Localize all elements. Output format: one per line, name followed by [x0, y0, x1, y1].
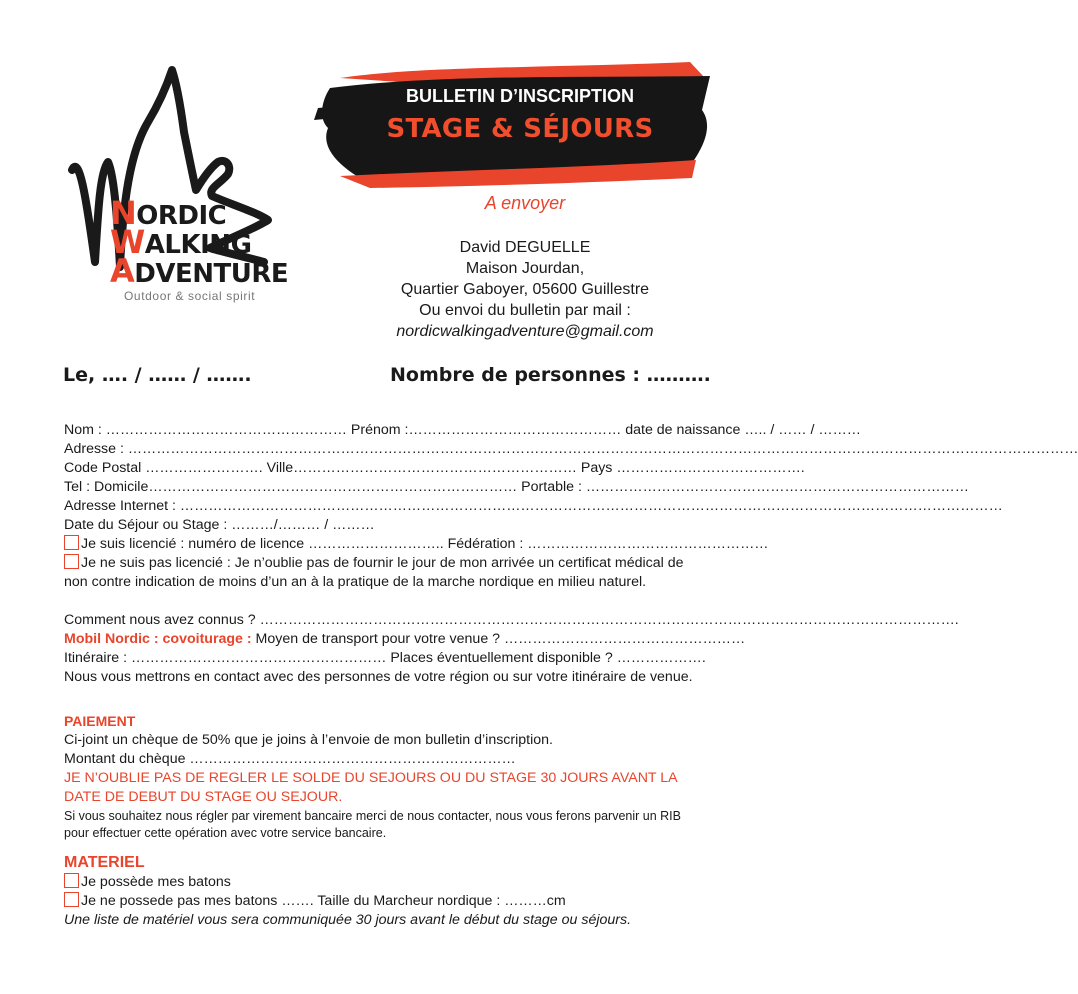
materiel-note: Une liste de matériel vous sera communiquée 30 jours avant le début du stage ou séjours. — [64, 912, 632, 928]
logo-line-adventure: ADVENTURE — [110, 252, 289, 290]
contact-line: Nous vous mettrons en contact avec des personnes de votre région ou sur votre itinéraire de venue. — [64, 669, 693, 685]
no-poles-option[interactable]: Je ne possede pas mes batons ……. Taille du Marcheur nordique : ………cm — [64, 892, 566, 911]
web-line[interactable]: Adresse Internet : ………………………………………………………………………………………………………………………………………………………… — [64, 498, 1003, 514]
address-line[interactable]: Adresse : ………………………………………………………………………………………………………………………………………………………………………………… — [64, 441, 1078, 457]
persons-line[interactable]: Nombre de personnes : ………. — [390, 364, 711, 386]
name-line[interactable]: Nom : …………………………………………… Prénom :……………………………………… date de naissance ….. / …… / ……… — [64, 422, 861, 438]
known-line[interactable]: Comment nous avez connus ? …………………………………………………………………………………………………………………………………. — [64, 612, 959, 628]
payment-note: Si vous souhaitez nous régler par virement bancaire merci de nous contacter, nous vous ferons parvenir un RIB pour effectuer cette opération avec votre service bancaire. — [64, 809, 681, 840]
send-label: A envoyer — [484, 193, 566, 213]
not-licensed-option[interactable]: Je ne suis pas licencié : Je n’oublie pas de fournir le jour de mon arrivée un certificat médical de non contre indication de moins d’un an à la pratique de la marche nordique en milieu naturel. — [64, 555, 684, 590]
address-mail-note: Ou envoi du bulletin par mail : — [419, 302, 631, 319]
materiel-title: MATERIEL — [64, 854, 145, 871]
postal-line[interactable]: Code Postal ……………………. Ville…………………………………………………… Pays …………………………………. — [64, 460, 805, 476]
route-line[interactable]: Itinéraire : ……………………………………………… Places éventuellement disponible ? ………………. — [64, 650, 706, 666]
payment-line: Ci-joint un chèque de 50% que je joins à l’envoie de mon bulletin d’inscription. — [64, 732, 553, 748]
own-poles-option[interactable]: Je possède mes batons — [64, 873, 231, 892]
carpool-line[interactable]: Mobil Nordic : covoiturage : Moyen de transport pour votre venue ? …………………………………………… — [64, 631, 746, 647]
phone-line[interactable]: Tel : Domicile…………………………………………………………………… Portable : ……………………………………………………………………… — [64, 479, 969, 495]
licensed-checkbox[interactable] — [64, 535, 79, 550]
logo-line-walking: WALKING — [110, 223, 252, 261]
banner-subtitle: STAGE & SÉJOURS — [386, 114, 654, 144]
logo-line-nordic: NORDIC — [110, 194, 227, 232]
payment-warning: JE N’OUBLIE PAS DE REGLER LE SOLDE DU SEJOURS OU DU STAGE 30 JOURS AVANT LA DATE DE DEBUT DU STAGE OU SEJOUR. — [64, 770, 677, 805]
no-poles-checkbox[interactable] — [64, 892, 79, 907]
address-street: Quartier Gaboyer, 05600 Guillestre — [400, 281, 650, 298]
address-place: Maison Jourdan, — [465, 260, 585, 277]
carpool-label: Mobil Nordic : covoiturage : — [64, 631, 252, 647]
logo-tagline: Outdoor & social spirit — [124, 289, 256, 303]
cheque-amount-line[interactable]: Montant du chèque …………………………………………………………… — [64, 751, 516, 767]
address-email[interactable]: nordicwalkingadventure@gmail.com — [396, 323, 654, 340]
payment-title: PAIEMENT — [64, 713, 136, 729]
licensed-option[interactable]: Je suis licencié : numéro de licence ……………………….. Fédération : …………………………………………… — [64, 535, 768, 554]
date-line[interactable]: Le, …. / …… / ……. — [63, 364, 252, 386]
address-name: David DEGUELLE — [459, 239, 591, 256]
stay-date-line[interactable]: Date du Séjour ou Stage : ………/……… / ……… — [64, 517, 375, 533]
not-licensed-checkbox[interactable] — [64, 554, 79, 569]
own-poles-checkbox[interactable] — [64, 873, 79, 888]
banner-title: BULLETIN D’INSCRIPTION — [406, 86, 634, 106]
